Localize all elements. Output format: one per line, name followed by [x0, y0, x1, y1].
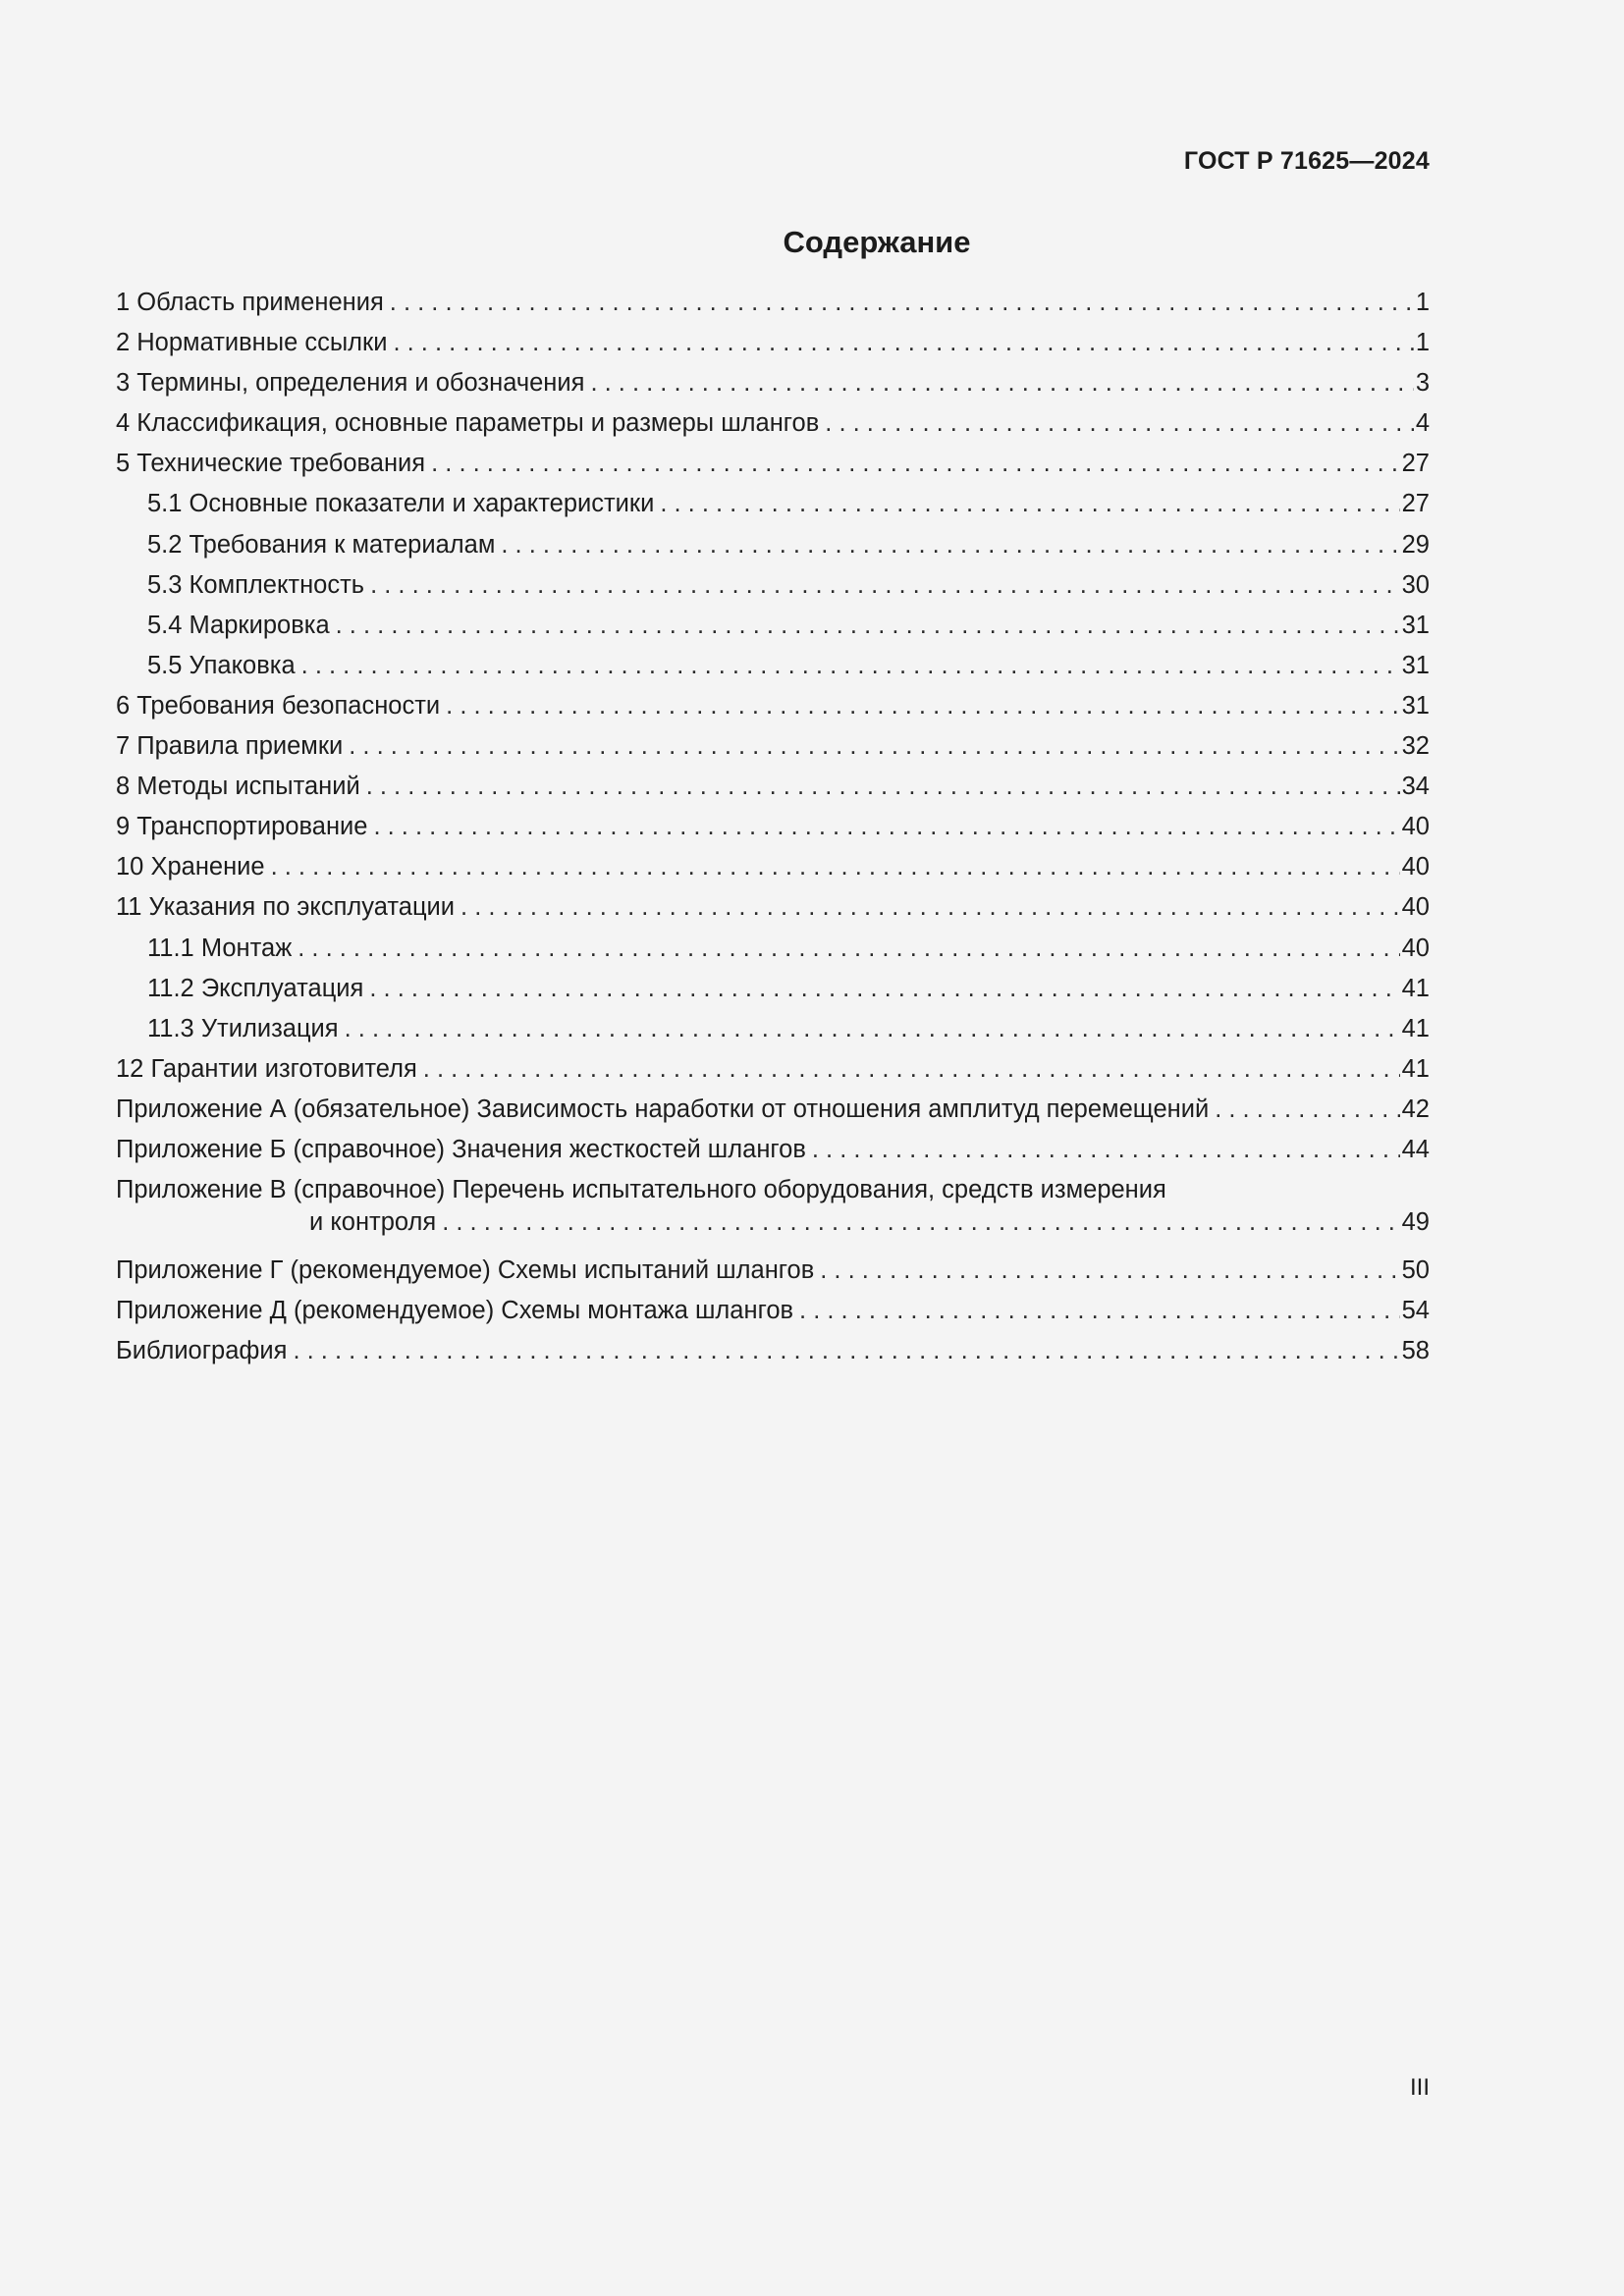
toc-entry-label: Приложение Б (справочное) Значения жесткостей шлангов	[116, 1135, 806, 1163]
toc-entry-label: 5 Технические требования	[116, 450, 426, 478]
toc-entry-label: 12 Гарантии изготовителя	[116, 1054, 417, 1083]
toc-entry-page: 42	[1401, 1095, 1430, 1123]
toc-entry-page: 49	[1401, 1208, 1430, 1237]
toc-entry-page: 31	[1401, 691, 1430, 720]
toc-entry-label: Приложение Д (рекомендуемое) Схемы монтажа шлангов	[116, 1297, 794, 1325]
toc-entry[interactable]	[116, 648, 1430, 688]
toc-entry-page: 41	[1401, 974, 1430, 1002]
toc-entry[interactable]	[116, 446, 1430, 486]
toc-entry-page: 44	[1401, 1135, 1430, 1163]
toc-entry-label: 3 Термины, определения и обозначения	[116, 369, 585, 398]
dot-leader	[366, 769, 1400, 804]
toc-entry[interactable]	[116, 688, 1430, 728]
toc-entry-label: Приложение В (справочное) Перечень испытательного оборудования, средств измерения	[116, 1176, 1166, 1204]
dot-leader	[660, 486, 1399, 521]
toc-entry-page: 41	[1401, 1054, 1430, 1083]
toc-entry-page: 50	[1401, 1256, 1430, 1285]
toc-entry-page: 58	[1401, 1337, 1430, 1365]
toc-entry[interactable]	[116, 365, 1430, 405]
toc-entry-label: 5.2 Требования к материалам	[147, 530, 496, 559]
toc-entry-page: 27	[1401, 490, 1430, 518]
toc-entry-label: 8 Методы испытаний	[116, 773, 360, 801]
dot-leader	[369, 971, 1399, 1006]
dot-leader	[590, 365, 1413, 400]
dot-leader	[370, 567, 1400, 603]
toc-entry-label: 11.3 Утилизация	[147, 1014, 339, 1042]
toc-entry[interactable]	[116, 728, 1430, 769]
dot-leader	[442, 1204, 1399, 1240]
toc-entry-page: 29	[1401, 530, 1430, 559]
toc-entry-label: 4 Классификация, основные параметры и размеры шлангов	[116, 409, 820, 438]
toc-entry[interactable]	[116, 1293, 1430, 1333]
dot-leader	[1215, 1092, 1399, 1127]
toc-entry-label: 5.5 Упаковка	[147, 651, 296, 679]
toc-entry-label: 6 Требования безопасности	[116, 691, 441, 720]
toc-entry-page: 34	[1401, 773, 1430, 801]
toc-entry[interactable]	[116, 769, 1430, 809]
toc-entry-label: 2 Нормативные ссылки	[116, 329, 388, 357]
toc-entry-label: 7 Правила приемки	[116, 732, 344, 761]
dot-leader	[336, 608, 1400, 643]
toc-entry[interactable]	[116, 931, 1430, 971]
dot-leader	[301, 648, 1400, 683]
toc-entry-label: 10 Хранение	[116, 853, 265, 881]
dot-leader	[799, 1293, 1400, 1328]
page-number: III	[1409, 2074, 1430, 2101]
toc-entry-page: 1	[1415, 329, 1430, 357]
dot-leader	[825, 405, 1414, 441]
toc-entry-page: 4	[1415, 409, 1430, 438]
dot-leader	[501, 527, 1399, 562]
toc-entry-label: 5.4 Маркировка	[147, 611, 330, 639]
dot-leader	[293, 1333, 1399, 1368]
dot-leader	[393, 325, 1413, 360]
toc-entry-label: 1 Область применения	[116, 289, 384, 316]
toc-entry[interactable]	[116, 285, 1430, 325]
dot-leader	[446, 688, 1399, 723]
toc-entry-page: 31	[1401, 611, 1430, 639]
toc-entry-label: 11.1 Монтаж	[147, 934, 293, 962]
toc-entry-page: 1	[1415, 289, 1430, 316]
dot-leader	[349, 728, 1399, 764]
toc-entry-page: 41	[1401, 1014, 1430, 1042]
dot-leader	[423, 1051, 1400, 1087]
toc-entry-page: 30	[1401, 570, 1430, 599]
toc-entry[interactable]	[116, 1172, 1430, 1253]
toc-entry[interactable]	[116, 1253, 1430, 1293]
toc-entry-page: 54	[1401, 1297, 1430, 1325]
toc-entry[interactable]	[116, 809, 1430, 849]
toc-entry[interactable]	[116, 1092, 1430, 1132]
toc-entry-label-continuation: и контроля	[309, 1208, 437, 1237]
page-title: Содержание	[783, 225, 971, 259]
toc-entry-label: 11 Указания по эксплуатации	[116, 893, 456, 922]
toc-entry-label: 9 Транспортирование	[116, 813, 368, 841]
toc-entry-page: 40	[1401, 813, 1430, 841]
toc-entry-page: 40	[1401, 934, 1430, 962]
toc-entry-label: Библиография	[116, 1337, 288, 1365]
dot-leader	[812, 1132, 1400, 1167]
dot-leader	[298, 931, 1399, 966]
dot-leader	[373, 809, 1399, 844]
toc-entry-page: 40	[1401, 893, 1430, 922]
table-of-contents	[116, 285, 1430, 1373]
document-code: ГОСТ Р 71625—2024	[1183, 147, 1430, 175]
toc-entry-page: 31	[1401, 651, 1430, 679]
toc-entry[interactable]	[116, 1051, 1430, 1092]
toc-entry[interactable]	[116, 1011, 1430, 1051]
toc-entry-page: 40	[1401, 853, 1430, 881]
toc-entry[interactable]	[116, 527, 1430, 567]
toc-entry[interactable]	[116, 849, 1430, 889]
toc-entry-label: 5.3 Комплектность	[147, 570, 365, 599]
toc-entry[interactable]	[116, 567, 1430, 608]
toc-entry[interactable]	[116, 405, 1430, 446]
toc-entry-page: 27	[1401, 450, 1430, 478]
toc-entry[interactable]	[116, 1132, 1430, 1172]
toc-entry[interactable]	[116, 889, 1430, 930]
toc-entry[interactable]	[116, 486, 1430, 526]
toc-entry-label: 11.2 Эксплуатация	[147, 974, 364, 1002]
toc-entry-page: 3	[1415, 369, 1430, 398]
toc-entry-label: 5.1 Основные показатели и характеристики	[147, 490, 655, 518]
dot-leader	[390, 285, 1414, 320]
toc-entry-label: Приложение А (обязательное) Зависимость наработки от отношения амплитуд перемещений	[116, 1095, 1210, 1123]
toc-entry-page: 32	[1401, 732, 1430, 761]
toc-entry[interactable]	[116, 1333, 1430, 1373]
toc-entry[interactable]	[116, 608, 1430, 648]
toc-entry[interactable]	[116, 325, 1430, 365]
toc-entry-label: Приложение Г (рекомендуемое) Схемы испытаний шлангов	[116, 1256, 815, 1285]
dot-leader	[820, 1253, 1399, 1288]
dot-leader	[345, 1011, 1400, 1046]
dot-leader	[460, 889, 1400, 925]
toc-entry[interactable]	[116, 971, 1430, 1011]
dot-leader	[271, 849, 1400, 884]
dot-leader	[431, 446, 1400, 481]
